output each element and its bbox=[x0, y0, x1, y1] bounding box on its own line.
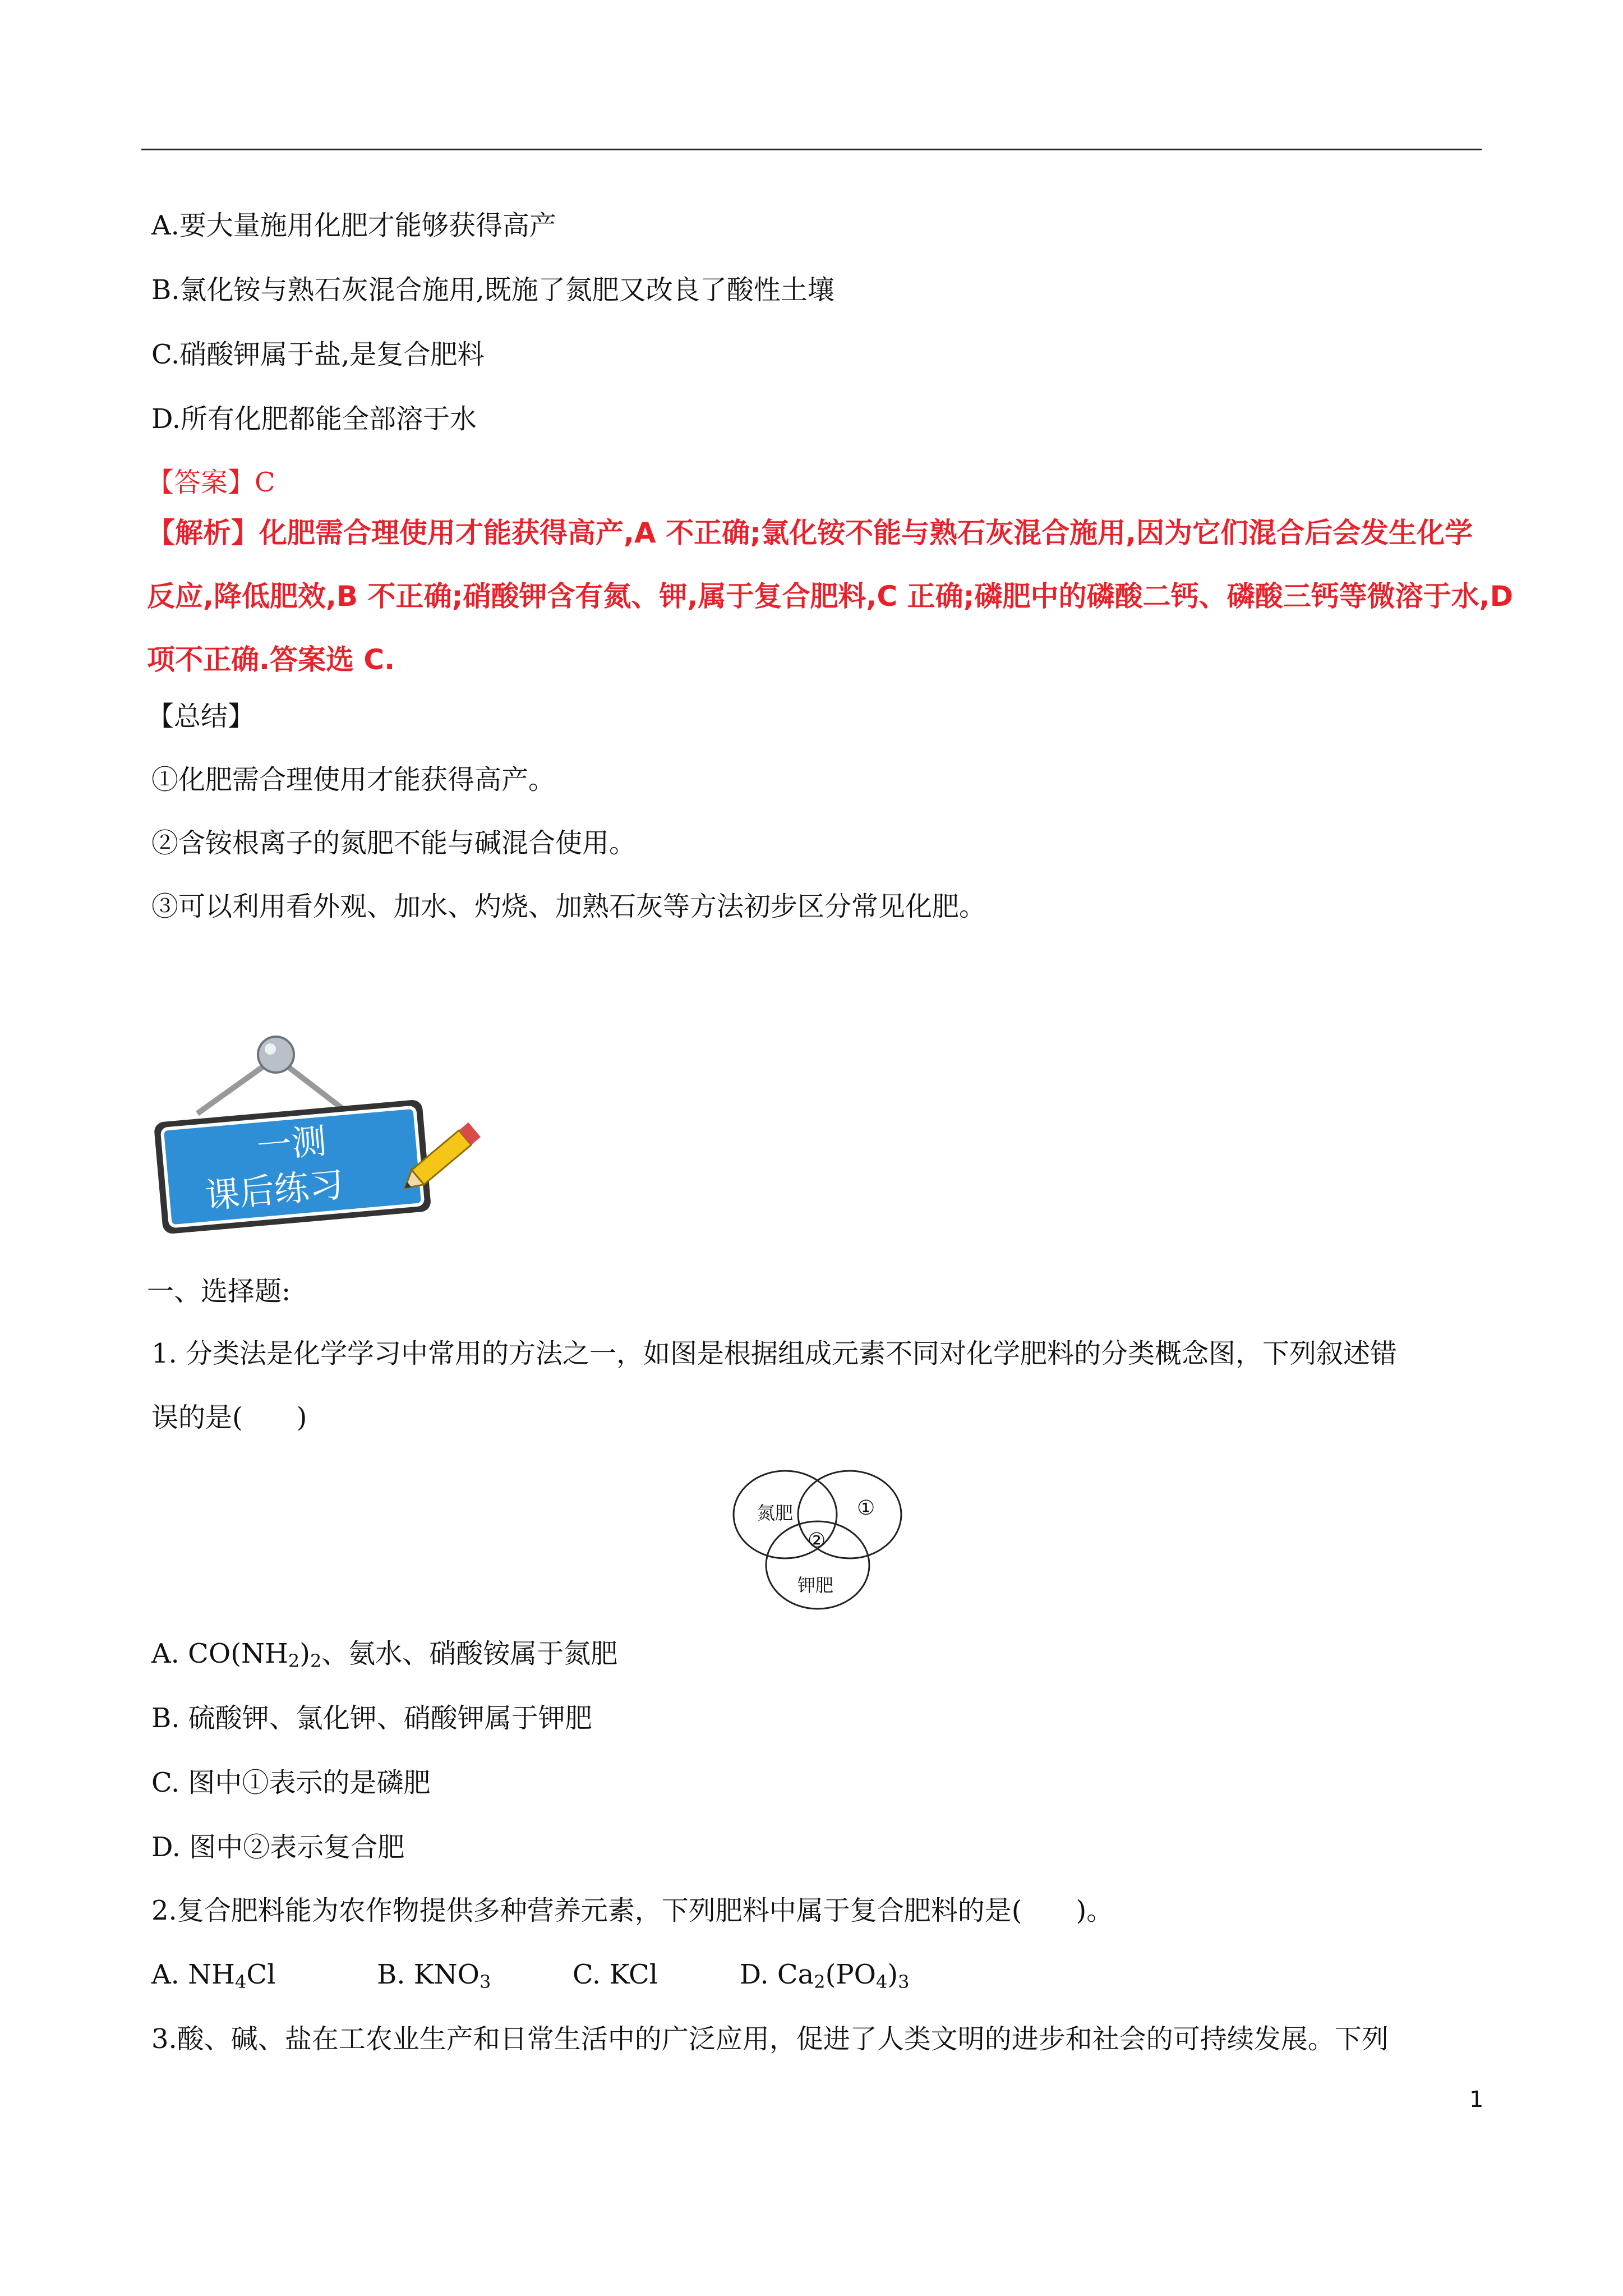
fertilizer-venn-diagram bbox=[729, 1458, 920, 1621]
q1-option-b: B. 硫酸钾、氯化钾、硝酸钾属于钾肥 bbox=[151, 1703, 592, 1734]
option-b-prev: B.氯化铵与熟石灰混合施用,既施了氮肥又改良了酸性土壤 bbox=[151, 274, 834, 306]
q2-option-a: A. $NH_4Cl$ bbox=[151, 1959, 276, 1993]
pin-icon bbox=[258, 1037, 294, 1073]
answer-label: 【答案】 bbox=[147, 467, 255, 498]
q3-stem: 3.酸、碱、盐在工农业生产和日常生活中的广泛应用，促进了人类文明的进步和社会的可持续发展。下列 bbox=[151, 2023, 1389, 2055]
q1-option-d: D. 图中②表示复合肥 bbox=[151, 1832, 405, 1863]
mark-1-label: ① bbox=[857, 1497, 875, 1520]
mark-2-label: ② bbox=[808, 1529, 826, 1552]
section-heading: 一、选择题: bbox=[147, 1276, 291, 1307]
summary-item-1: ①化肥需合理使用才能获得高产。 bbox=[151, 764, 556, 795]
summary-label: 【总结】 bbox=[147, 701, 255, 732]
analysis-line-3: 项不正确.答案选 C. bbox=[147, 643, 395, 676]
option-a-prev: A.要大量施用化肥才能够获得高产 bbox=[151, 210, 556, 241]
q1-option-c: C. 图中①表示的是磷肥 bbox=[151, 1767, 431, 1798]
answer-value: C bbox=[255, 467, 275, 498]
q1-option-a: A. $CO(NH_2)_2$、氨水、硝酸铵属于氮肥 bbox=[151, 1638, 618, 1672]
q1-stem-line-1: 1. 分类法是化学学习中常用的方法之一，如图是根据组成元素不同对化学肥料的分类概念图，下列叙述错 bbox=[151, 1338, 1398, 1369]
option-d-prev: D.所有化肥都能全部溶于水 bbox=[151, 403, 477, 435]
practice-badge bbox=[147, 1029, 495, 1243]
badge-line-1: 一测 bbox=[255, 1120, 328, 1167]
header-rule bbox=[141, 149, 1482, 150]
summary-item-3: ③可以利用看外观、加水、灼烧、加熟石灰等方法初步区分常见化肥。 bbox=[151, 891, 986, 922]
option-c-prev: C.硝酸钾属于盐,是复合肥料 bbox=[151, 339, 485, 370]
q2-option-c: C. KCl bbox=[572, 1959, 658, 1990]
potassium-label: 钾肥 bbox=[797, 1575, 834, 1596]
badge-line-2: 课后练习 bbox=[203, 1163, 345, 1217]
answer-line bbox=[147, 466, 275, 499]
q1-stem-line-2: 误的是( ) bbox=[151, 1402, 307, 1433]
analysis-line-1 bbox=[147, 516, 1473, 550]
q2-stem: 2.复合肥料能为农作物提供多种营养元素，下列肥料中属于复合肥料的是( )。 bbox=[151, 1895, 1114, 1926]
q2-options bbox=[151, 1958, 909, 1991]
q2-option-b: B. $KNO_3$ bbox=[377, 1959, 491, 1993]
analysis-line-2: 反应,降低肥效,B 不正确;硝酸钾含有氮、钾,属于复合肥料,C 正确;磷肥中的磷酸二钙、磷酸三钙等微溶于水,D bbox=[147, 580, 1514, 613]
analysis-label: 【解析】 bbox=[147, 517, 259, 549]
nitrogen-label: 氮肥 bbox=[757, 1502, 794, 1524]
summary-item-2: ②含铵根离子的氮肥不能与碱混合使用。 bbox=[151, 827, 637, 859]
page-number: 1 bbox=[1469, 2087, 1484, 2113]
q2-option-d: D. $Ca_2(PO_4)_3$ bbox=[739, 1959, 910, 1993]
analysis-text-1: 化肥需合理使用才能获得高产,A 不正确;氯化铵不能与熟石灰混合施用,因为它们混合后会发生化学 bbox=[259, 517, 1473, 549]
